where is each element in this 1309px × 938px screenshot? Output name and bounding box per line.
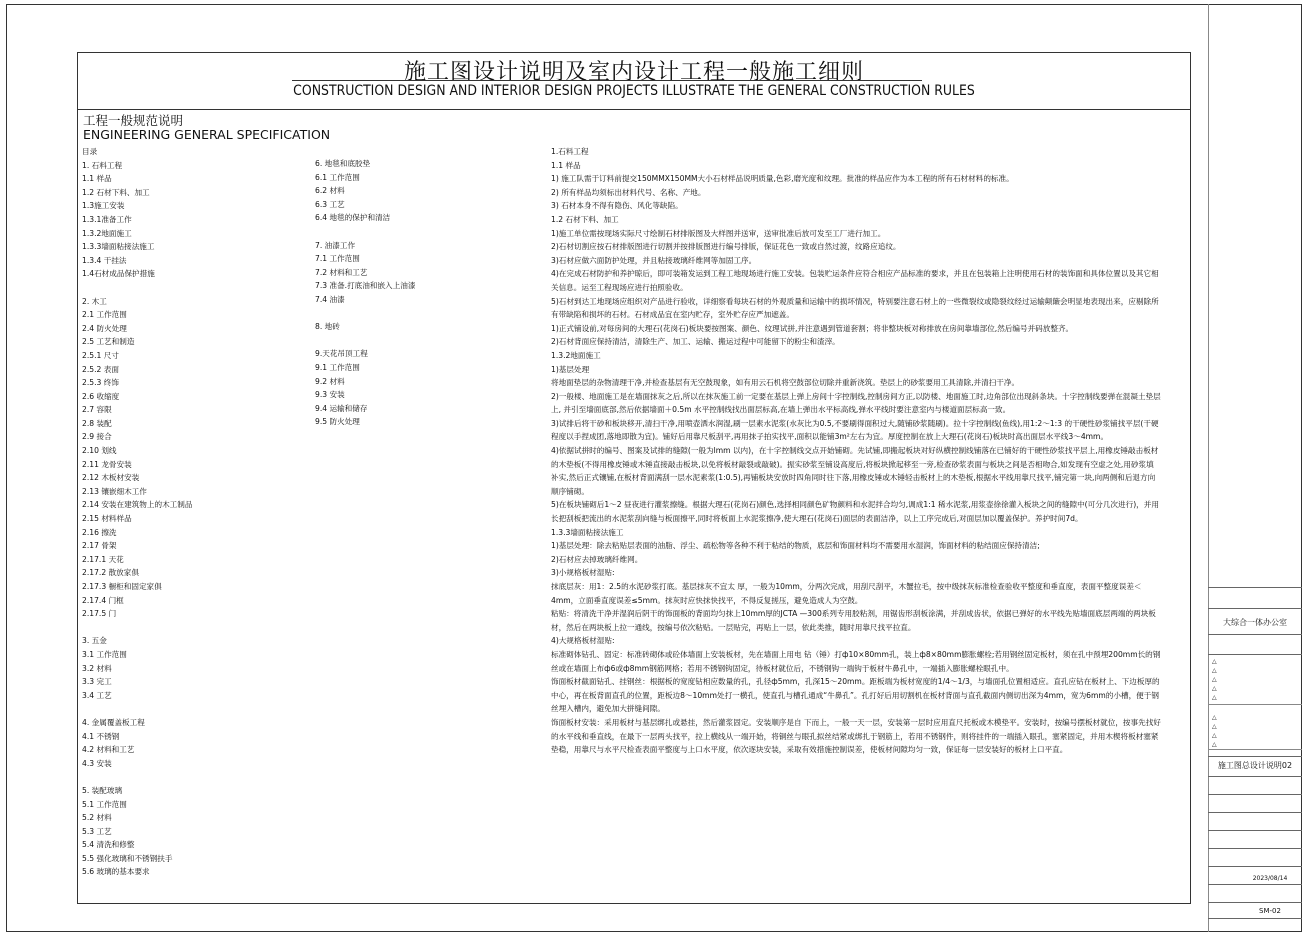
spacer: [82, 770, 192, 784]
toc-item: 2.17.3 橱柜和固定家俱: [82, 582, 162, 591]
toc-item: 3.4 工艺: [82, 690, 112, 700]
spec-paragraph: 1)施工单位需按现场实际尺寸绘制石材排版图及大样图并送审，送审批准后放可发至工厂进行加工。: [551, 228, 886, 238]
spec-paragraph: 4)依据试拼时的编号、图案及试排的缝隙(一般为lmm 以内)，在十字控制线交点开始铺砌。先试铺,即搬起板块对好纵横控制线铺落在已铺好的干硬性砂浆找平层上,用橡皮锤敲击板材的木垫板(不得用橡皮锤或木锤直接敲击板块,以免将板材敲裂或敲破)。振实砂浆至铺设高度后,将板块掀起移至一旁,检查砂浆表面与板块之间是否相吻合,如发现有空虚之处,用砂浆填补实,然后正式镶铺,在板材背面满刮一层水泥素浆(1:0.5),再铺板块安放时四角同时往下落,用橡皮锤或木锤轻击板材上的木垫板,根据水平线用靠尺找平,铺完第一块,向两侧和后退方向顺序铺砌。: [551, 446, 1159, 496]
toc-item: 2.7 容限: [82, 405, 112, 415]
page-title-zh: 施工图设计说明及室内设计工程一般施工细则: [403, 60, 864, 85]
toc-item: 2.9 接合: [82, 432, 112, 442]
section-heading-en: ENGINEERING GENERAL SPECIFICATION: [83, 127, 331, 142]
spec-paragraph: 3)石材应做六面防护处理，并且粘接玻璃纤维网等加固工序。: [551, 255, 757, 265]
revision-triangle-icon: △: [1212, 676, 1217, 683]
title-block-divider: [1208, 587, 1302, 588]
title-block-divider: [1208, 608, 1302, 609]
toc-item: 1.3.1准备工作: [82, 214, 132, 224]
toc-item: 2.13 镶嵌细木工作: [82, 486, 147, 496]
revision-triangle-icon: △: [1212, 714, 1217, 721]
toc-item: 2.5 工艺和制造: [82, 337, 135, 347]
toc-column-2: [315, 157, 415, 429]
toc-item: 9.天花吊顶工程: [315, 349, 368, 359]
toc-item: 7. 油漆工作: [315, 240, 356, 250]
title-block-divider: [1208, 794, 1302, 795]
toc-item: 5.1 工作范围: [82, 799, 127, 809]
revision-triangle-icon: △: [1212, 723, 1217, 730]
toc-item: 7.2 材料和工艺: [315, 267, 368, 277]
toc-item: 8. 地砖: [315, 322, 340, 332]
title-block-divider: [1208, 918, 1302, 919]
toc-item: 3.2 材料: [82, 663, 112, 673]
toc-item: 2.5.1 尺寸: [82, 350, 119, 360]
toc-item: 7.1 工作范围: [315, 254, 360, 264]
spec-paragraph: 1)正式铺设前,对每房间的大理石(花岗石)板块要按图案、颜色、纹理试拼,并注意遇到管道套割；将非整块板对称排放在房间靠墙部位,然后编号并码放整齐。: [551, 323, 1074, 333]
section-heading-zh: 工程一般规范说明: [83, 113, 184, 128]
toc-item: 2.17.1 天花: [82, 554, 124, 564]
toc-item: 1. 石料工程: [82, 160, 123, 170]
toc-item: 1.4石材成品保护措施: [82, 269, 155, 279]
revision-triangle-icon: △: [1212, 658, 1217, 665]
toc-item: 9.3 安装: [315, 390, 345, 400]
title-block-panel: [1208, 4, 1302, 932]
toc-item: 7.4 油漆: [315, 294, 345, 304]
toc-item: 1.3.4 干挂法: [82, 255, 127, 265]
title-block-divider: [1208, 884, 1302, 885]
spacer: [315, 307, 415, 321]
toc-item: 目录: [82, 147, 98, 156]
toc-item: 1.1 样品: [82, 174, 112, 184]
spec-paragraph: 1) 施工队需于订料前提交150MMX150MM大小石材样品说明质量,色彩,磨光度和纹理。批准的样品应作为本工程的所有石材材料的标准。: [551, 174, 1014, 184]
toc-item: 1.3施工安装: [82, 201, 125, 211]
drawing-name-value: 施工图总设计说明02: [1217, 761, 1293, 770]
toc-item: 2.12 木板材安装: [82, 473, 140, 483]
toc-item: 1.3.2地面施工: [82, 228, 132, 238]
toc-item: 5.4 清洗和修整: [82, 840, 135, 850]
title-block-divider: [1208, 749, 1302, 750]
title-block-divider: [1208, 902, 1302, 903]
toc-item: 2.11 龙骨安装: [82, 459, 132, 469]
title-block-divider: [1208, 704, 1302, 705]
title-block-divider: [1208, 756, 1302, 757]
title-block-divider: [1208, 812, 1302, 813]
toc-item: 2.6 收缩度: [82, 391, 120, 401]
revision-triangle-icon: △: [1212, 685, 1217, 692]
spec-paragraph: 1.2 石材下料、加工: [551, 214, 619, 224]
spacer: [82, 702, 192, 716]
spec-paragraph: 饰面板材安装：采用板材与基层绑扎或悬挂，然后灌浆固定。安装顺序是自 下而上，一般一天一层，安装第一层时应用直尺托板或木模垫平。安装时，按编号摆板材就位，按事先找好的水平线和垂直线，在最下一层两头找平，拉上横线从一端开始，将铜丝与眼孔拟丝结紧或绑扎于钢筋上，若用不锈钢件，则将挂件的一端插入眼孔，塞紧固定，并用木楔将板材塞紧垫稳，用靠尺与水平尺检查表面平整度与上口水平度，依次逐块安装，采取有效措施控制误差，使板材间隙均匀一致，保证每一层安装好的板材上口平直。: [551, 717, 1161, 755]
title-underline: [292, 80, 922, 81]
toc-item: 3.3 完工: [82, 677, 112, 687]
toc-item: 2.8 装配: [82, 418, 112, 428]
title-block-divider: [1208, 634, 1302, 635]
toc-item: 1.2 石材下料、加工: [82, 187, 150, 197]
title-block-divider: [1208, 830, 1302, 831]
revision-triangle-icon: △: [1212, 741, 1217, 748]
toc-item: 9.4 运输和储存: [315, 403, 368, 413]
toc-item: 2.15 材料样品: [82, 514, 132, 524]
spec-paragraph: 2)石材切割应按石材排版图进行切割并按排版图进行编号排版，保证花色一致或自然过渡，纹路应追纹。: [551, 242, 901, 252]
spacer: [315, 334, 415, 348]
main-content-frame: [77, 52, 1191, 904]
revision-triangle-icon: △: [1212, 667, 1217, 674]
spec-paragraph: 饰面板材截面钻孔、挂钢丝：根据板的宽度钻相应数量的孔，孔径ф5mm，孔深15～20mm。距板端为板材宽度的1/4～1/3，与墙面孔位置相适应。直孔应钻在板材上、下边板厚的中心，再在板背面直孔的位置，距板边8～10mm处打一横孔，使直孔与槽孔通成“牛鼻孔”。孔打好后用切割机在板材背面与直孔截面内侧切出深为4mm，宽为6mm的小槽，便于钢丝埋入槽内，避免加大拼缝间隙。: [551, 677, 1160, 714]
toc-item: 5.2 材料: [82, 813, 112, 823]
spacer: [315, 225, 415, 239]
toc-item: 2.4 防火处理: [82, 323, 127, 333]
toc-item: 7.3 准备.打底油和嵌入上油漆: [315, 281, 416, 291]
title-block-divider: [1208, 848, 1302, 849]
spec-paragraph: 抹底层灰：用1：2.5的水泥砂浆打底。基层抹灰不宜太 厚，一般为10mm，分两次完成，用刮尺刮平，木蟹拉毛，按中级抹灰标准检查验收平整度和垂直度，表面平整度误差＜4mm，立面垂直度误差≤5mm。抹灰时应快抹快找平，不得反复搓压，避免造成人为空鼓。: [551, 582, 1142, 605]
toc-item: 6.2 材料: [315, 186, 345, 196]
toc-item: 2.17 骨架: [82, 541, 117, 551]
spec-paragraph: 1.石料工程: [551, 147, 589, 156]
spec-paragraph: 1.1 样品: [551, 160, 581, 170]
toc-item: 2.5.3 终饰: [82, 378, 119, 388]
toc-item: 2.10 划线: [82, 446, 117, 456]
toc-item: 4.2 材料和工艺: [82, 745, 135, 755]
spec-paragraph: 标准砌体钻孔、固定：标准砖砌体或砼体墙面上安装板材，先在墙面上用电 钻（锤）打ф10×80mm孔，装上ф8×80mm膨胀螺栓;若用钢丝固定板材，须在孔中预埋200mm长的钢丝或在墙面上布ф6或ф8mm钢筋网格；若用不锈钢钩固定，待板材就位后，不锈钢钩一端钩于板材牛鼻孔中，一端插入膨胀螺栓眼孔中。: [551, 649, 1161, 673]
spacer: [82, 621, 192, 635]
spec-paragraph: 将地面垫层的杂物清理干净,并检查基层有无空鼓现象，如有用云石机将空鼓部位切除并重新浇筑。垫层上的砂浆要用工具清除,并清扫干净。: [551, 378, 1020, 388]
spec-paragraph: 1.3.3墙面粘接法施工: [551, 527, 624, 537]
toc-item: 5. 装配玻璃: [82, 785, 123, 795]
toc-item: 4.3 安装: [82, 758, 112, 768]
date-value: 2023/08/14: [1252, 875, 1288, 882]
spec-paragraph: 2)石材应去掉玻璃纤维网。: [551, 554, 643, 564]
toc-item: 2.17.5 门: [82, 609, 117, 619]
toc-item: 6. 地毯和底胶垫: [315, 159, 371, 168]
toc-item: 2.17.2 散放家俱: [82, 568, 139, 578]
spec-paragraph: 1)基层处理：除去粘贴层表面的油脂、浮尘、疏松物等各种不利于粘结的物质，底层和饰面材料均不需要用水湿润，饰面材料的粘结面应保持清洁;: [551, 541, 1040, 551]
toc-item: 5.6 玻璃的基本要求: [82, 867, 150, 877]
spec-paragraph: 1.3.2地面施工: [551, 350, 601, 360]
project-name-value: 大综合一体办公室: [1223, 618, 1287, 627]
spec-paragraph: 2)石材背面应保持清洁，清除生产、加工、运输、搬运过程中可能留下的粉尘和渣滓。: [551, 337, 840, 347]
revision-triangle-icon: △: [1212, 732, 1217, 739]
toc-item: 4.1 不锈钢: [82, 731, 120, 741]
spec-paragraph: 3)试排后将干砂和板块移开,清扫干净,用喷壶洒水润湿,刷一层素水泥浆(水灰比为0.5,不要刷得面积过大,随铺砂浆随刷)。拉十字控制线(鱼线),用1:2～1:3 的干硬性砂浆铺找平层(干硬程度以手捏成团,落地即散为宜)。铺好后用靠尺板刮平,再用抹子拍实找平,面积以能铺3m²左右为宜。厚度控制在放上大理石(花岗石)板块时高出面层水平线3～4mm。: [551, 418, 1159, 442]
title-separator: [78, 109, 1190, 110]
spec-paragraph: 5)在板块铺砌后1～2 昼夜进行灌浆擦缝。根据大理石(花岗石)颜色,选择相同颜色矿物颜料和水泥拌合均匀,调成1:1 稀水泥浆,用浆壶徐徐灌入板块之间的缝隙中(可分几次进行)，并用长把刮板把流出的水泥浆刮向缝与板面擦平,同时将板面上水泥浆擦净,使大理石(花岗石)面层的表面洁净，以上工序完成后,对面层加以覆盖保护。养护时间7d。: [551, 500, 1159, 524]
spec-paragraph: 粘贴：将清洗干净并湿润后阴干的饰面板的背面均匀抹上10mm厚的JCTA —300系列专用胶粘剂，用锯齿形刮板涂满，并刮成齿状，依据已弹好的水平线先贴墙面底层两端的两块板材，然后在两块板上拉一通线，按编号依次粘贴。一层贴完，再贴上一层，依此类推，随时用靠尺找平拉直。: [551, 609, 1156, 632]
toc-item: 5.3 工艺: [82, 826, 112, 836]
toc-item: 6.1 工作范围: [315, 172, 360, 182]
spec-paragraph: 3) 石材本身不得有隐伤、风化等缺陷。: [551, 201, 683, 211]
spacer: [82, 281, 192, 295]
title-block-divider: [1208, 654, 1302, 655]
spec-paragraph: 2)一般楼、地面施工是在墙面抹灰之后,所以在抹灰施工前一定要在基层上弹上房间十字控制线,控制房间方正,以防楼、地面施工时,边角部位出现斜条块。十字控制线要弹在混凝土垫层上, 并引至墙面底部,然后依据墙面＋0.5m 水平控制线找出面层标高,在墙上弹出水平标高线,弹水平线时要注意室内与楼道面层标高一致。: [551, 391, 1161, 415]
toc-item: 2.17.4 门框: [82, 595, 124, 605]
toc-column-1: [82, 145, 192, 879]
toc-item: 6.4 地毯的保护和清洁: [315, 213, 391, 223]
spec-paragraph: 3)小规格板材湿贴:: [551, 568, 615, 578]
toc-item: 3.1 工作范围: [82, 649, 127, 659]
toc-item: 1.3.3墙面粘接法施工: [82, 242, 155, 252]
toc-item: 4. 金属覆盖板工程: [82, 717, 145, 727]
toc-item: 9.2 材料: [315, 376, 345, 386]
toc-item: 9.1 工作范围: [315, 362, 360, 372]
title-block-border: [1208, 4, 1209, 932]
spec-paragraph: 4)大规格板材湿贴:: [551, 636, 615, 646]
toc-item: 5.5 强化玻璃和不锈钢扶手: [82, 853, 173, 863]
toc-item: 2.16 擦洗: [82, 527, 117, 537]
spec-paragraph: 4)在完成石材防护和养护晾后，即可装箱发运到工程工地现场进行施工安装。包装贮运条件应符合相应产品标准的要求，并且在包装箱上注明使用石材的装饰面和具体位置以及其它相关信息。运至工程现场应进行拍照验收。: [551, 269, 1159, 292]
toc-item: 2.1 工作范围: [82, 310, 127, 320]
toc-item: 3. 五金: [82, 636, 107, 646]
spec-paragraph: 5)石材到达工地现场应组织对产品进行验收，详细察看每块石材的外观质量和运输中的损坏情况，特别要注意石材上的一些微裂纹或隐裂纹经过运输颠簸会明显地表现出来，应剔除所有带缺陷和损坏的石材。石材成品宜在室内贮存，室外贮存应严加遮盖。: [551, 296, 1159, 320]
spec-paragraph: 1)基层处理: [551, 364, 590, 374]
drawing-number-value: SM-02: [1259, 907, 1281, 915]
spec-paragraph: 2) 所有样品均须标出材料代号、名称、产地。: [551, 187, 706, 197]
toc-item: 2.14 安装在建筑物上的木工制品: [82, 500, 193, 510]
toc-item: 6.3 工艺: [315, 199, 345, 209]
spec-body-column: [551, 145, 1161, 757]
toc-item: 2. 木工: [82, 296, 107, 306]
toc-item: 9.5 防火处理: [315, 417, 360, 427]
title-block-divider: [1208, 866, 1302, 867]
title-block-divider: [1208, 776, 1302, 777]
revision-triangle-icon: △: [1212, 694, 1217, 701]
toc-item: 2.5.2 表面: [82, 364, 119, 374]
page-title-en: CONSTRUCTION DESIGN AND INTERIOR DESIGN PROJECTS ILLUSTRATE THE GENERAL CONSTRUCTION RULES: [293, 83, 975, 99]
